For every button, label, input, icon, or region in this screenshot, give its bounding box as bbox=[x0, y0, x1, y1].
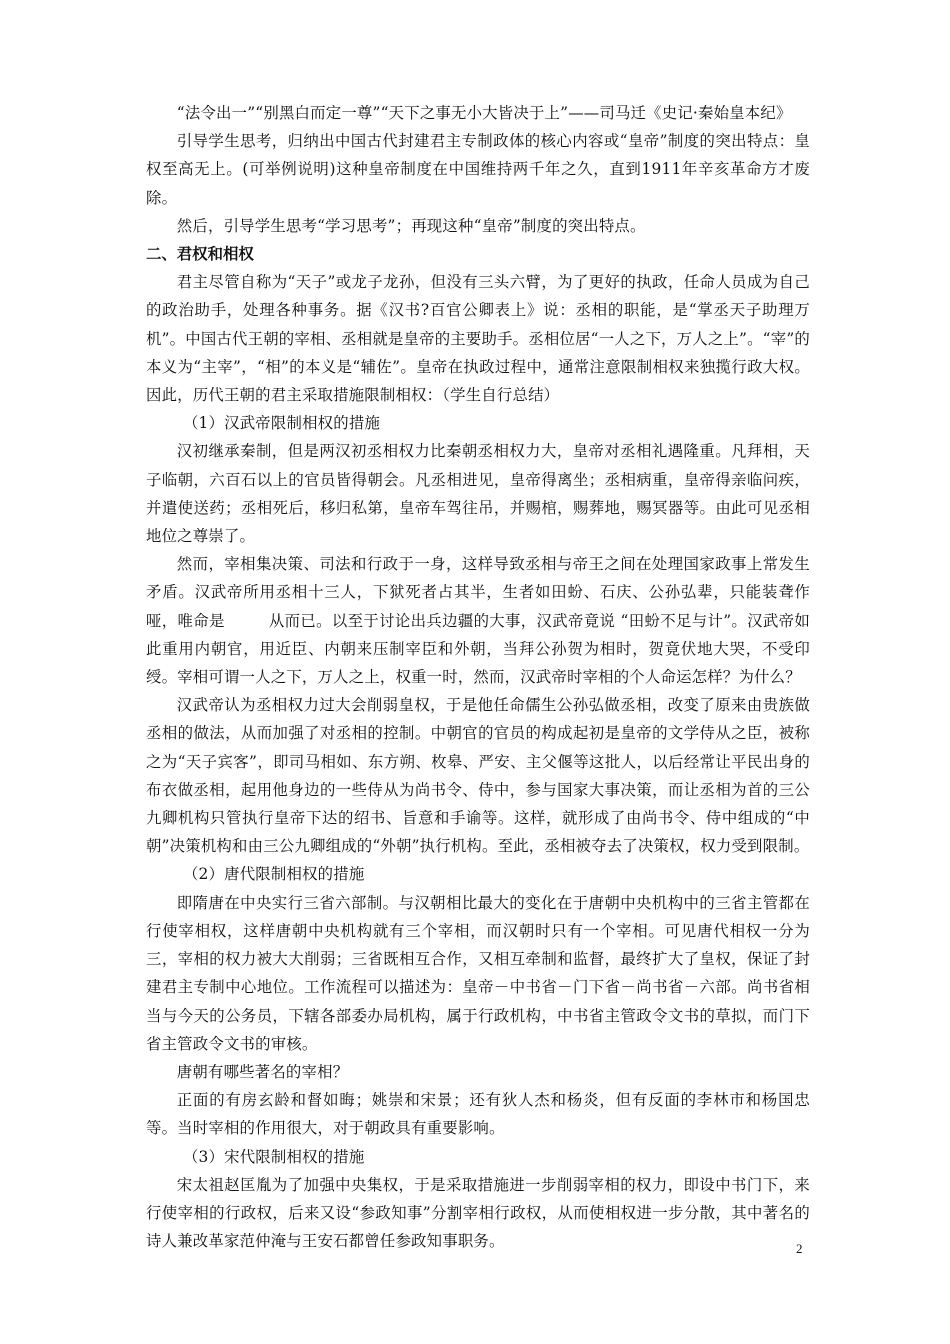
subheading: （3）宋代限制相权的措施 bbox=[182, 1147, 365, 1166]
paragraph: 然后，引导学生思考“学习思考”；再现这种“皇帝”制度的突出特点。 bbox=[176, 216, 646, 235]
paragraph: 唐朝有哪些著名的宰相？ bbox=[176, 1062, 349, 1081]
page-number: 2 bbox=[796, 1241, 803, 1256]
document-body bbox=[146, 99, 810, 1255]
paragraph: 君主尽管自称为“天子”或龙子龙孙，但没有三头六臂，为了更好的执政，任命人员成为自己的政治助手，处理各种事务。据《汉书?百官公卿表上》说：丞相的职能，是“掌丞天子助理万机”。中国古代王朝的宰相、丞相就是皇帝的主要助手。丞相位居“一人之下，万人之上”。“宰”的本义为“主宰”，“相”的本义是“辅佐”。皇帝在执政过程中，通常注意限制相权来独揽行政大权。因此，历代王朝的君主采取措施限制相权：（学生自行总结） bbox=[146, 273, 810, 405]
subheading: （1）汉武帝限制相权的措施 bbox=[182, 414, 381, 433]
section-heading: 二、君权和相权 bbox=[146, 245, 254, 264]
paragraph bbox=[146, 550, 810, 691]
paragraph: 汉武帝认为丞相权力过大会削弱皇权，于是他任命儒生公孙弘做丞相，改变了原来由贵族做丞相的做法，从而加强了对丞相的控制。中朝官的官员的构成起初是皇帝的文学侍从之臣，被称之为“天子宾客”，即司马相如、东方朔、枚皋、严安、主父偃等这批人，以后经常让平民出身的布衣做丞相，起用他身边的一些侍从为尚书令、侍中，参与国家大事决策，而让丞相为首的三公九卿机构只管执行皇帝下达的绍书、旨意和手谕等。这样，就形成了由尚书令、侍中组成的“中朝”决策机构和由三公九卿组成的“外朝”执行机构。至此，丞相被夺去了决策权，权力受到限制。 bbox=[146, 696, 810, 856]
paragraph-part: 从而已。以至于讨论出兵边疆的大事，汉武帝竟说 “田蚡不足与计”。汉武帝如此重用内朝官，用近臣、内朝来压制宰臣和外朝，当拜公孙贺为相时，贺竟伏地大哭，不受印绶。宰相可谓一人之下，万人之上，权重一时，然而，汉武帝时宰相的个人命运怎样？为什么？ bbox=[146, 611, 810, 687]
paragraph: 宋太祖赵匡胤为了加强中央集权，于是采取措施进一步削弱宰相的权力，即设中书门下，来行使宰相的行政权，后来又设“参政知事”分割宰相行政权，从而使相权进一步分散，其中著名的诗人兼改革家范仲淹与王安石都曾任参政知事职务。 bbox=[146, 1175, 810, 1251]
paragraph-part: 然而，宰相集决策、司法和行政于一身，这样导致丞相与帝王之间在处理国家政事上常发生矛盾。汉武帝所用丞相十三人，下狱死者占其半，生者如田蚡、石庆、公孙弘辈，只能装聋作哑，唯命是 bbox=[146, 555, 810, 630]
paragraph: 引导学生思考，归纳出中国古代封建君主专制政体的核心内容或“皇帝”制度的突出特点：皇权至高无上。(可举例说明)这种皇帝制度在中国维持两千年之久，直到1911年辛亥革命方才废除。 bbox=[146, 132, 810, 207]
paragraph: 正面的有房玄龄和督如晦；姚崇和宋景；还有狄人杰和杨炎，但有反面的李林市和杨国忠等。当时宰相的作用很大，对于朝政具有重要影响。 bbox=[146, 1091, 810, 1138]
subheading: （2）唐代限制相权的措施 bbox=[182, 865, 365, 884]
paragraph: 汉初继承秦制，但是两汉初丞相权力比秦朝丞相权力大，皇帝对丞相礼遇隆重。凡拜相，天子临朝，六百石以上的官员皆得朝会。凡丞相进见，皇帝得离坐；丞相病重，皇帝得亲临问疾，并遣使送药；丞相死后，移归私第，皇帝车驾往吊，并赐棺，赐葬地，赐冥器等。由此可见丞相地位之尊崇了。 bbox=[146, 442, 810, 546]
paragraph: 即隋唐在中央实行三省六部制。与汉朝相比最大的变化在于唐朝中央机构中的三省主管都在行使宰相权，这样唐朝中央机构就有三个宰相，而汉朝时只有一个宰相。可见唐代相权一分为三，宰相的权力被大大削弱；三省既相互合作，又相互牵制和监督，最终扩大了皇权，保证了封建君主专制中心地位。工作流程可以描述为：皇帝－中书省－门下省－尚书省－六部。尚书省相当与今天的公务员，下辖各部委办局机构，属于行政机构，中书省主管政令文书的草拟，而门下省主管政令文书的审核。 bbox=[146, 893, 810, 1053]
quote-paragraph: “法令出一”“别黑白而定一尊”“天下之事无小大皆决于上”——司马迁《史记·秦始皇本纪》 bbox=[176, 104, 792, 122]
